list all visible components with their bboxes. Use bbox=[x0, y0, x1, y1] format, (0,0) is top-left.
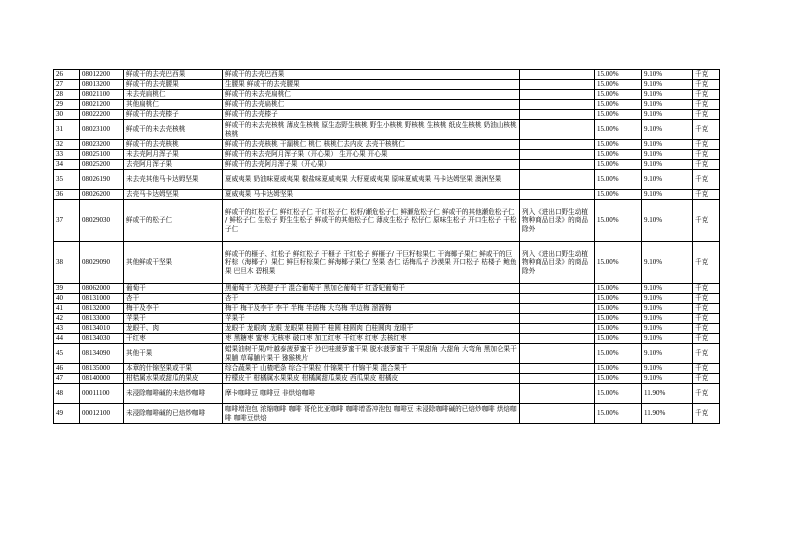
row-number: 45 bbox=[54, 344, 80, 364]
tariff-code: 08012200 bbox=[80, 70, 124, 80]
item-note bbox=[520, 110, 595, 120]
item-description: 鲜或干的去壳核桃 干漏桃仁 桃仁 核桃仁去内皮 去壳干核桃仁 bbox=[223, 140, 520, 150]
unit: 千克 bbox=[693, 334, 720, 344]
item-note bbox=[520, 150, 595, 160]
table-row bbox=[54, 344, 720, 364]
item-description: 黑葡萄干 无核提子干 混合葡萄干 黑加仑葡萄干 红香妃葡萄干 bbox=[223, 284, 520, 294]
row-number: 49 bbox=[54, 404, 80, 424]
item-note bbox=[520, 364, 595, 374]
item-description: 综合蔬果干 山楂吧条 综合干果粒 什锦果干 什锦干果 混合果干 bbox=[223, 364, 520, 374]
rate-2: 9.10% bbox=[642, 140, 693, 150]
tariff-code: 08134010 bbox=[80, 324, 124, 334]
table-row bbox=[54, 170, 720, 190]
item-description: 梅干 梅干及李干 李干 半梅 半话梅 大乌梅 半边梅 溜溜梅 bbox=[223, 304, 520, 314]
item-name: 鲜或干的去壳巴西果 bbox=[124, 70, 223, 80]
row-number: 39 bbox=[54, 284, 80, 294]
tariff-code: 08131000 bbox=[80, 294, 124, 304]
table-row bbox=[54, 160, 720, 170]
unit: 千克 bbox=[693, 344, 720, 364]
row-number: 38 bbox=[54, 242, 80, 284]
rate-2: 11.90% bbox=[642, 384, 693, 404]
row-number: 43 bbox=[54, 324, 80, 334]
item-description: 夏威夷果 马卡达姆坚果 bbox=[223, 190, 520, 200]
table-row bbox=[54, 90, 720, 100]
item-name: 鲜或干的松子仁 bbox=[124, 200, 223, 242]
row-number: 30 bbox=[54, 110, 80, 120]
item-name: 柑桔属水果或甜瓜的果皮 bbox=[124, 374, 223, 384]
unit: 千克 bbox=[693, 90, 720, 100]
rate-1: 15.00% bbox=[595, 404, 642, 424]
item-description: 鲜或干的去壳阿月浑子果（开心果） bbox=[223, 160, 520, 170]
rate-1: 15.00% bbox=[595, 294, 642, 304]
item-name: 未浸除咖啡碱的已焙炒咖啡 bbox=[124, 404, 223, 424]
table-row bbox=[54, 284, 720, 294]
item-description: 鲜或干的榧子、红松子 鲜红松子 干榧子 干红松子 鲜榧子/ 干巨籽棕果仁 干海椰子果仁 鲜或干的巨籽棕（海椰子）果仁 鲜巨籽棕果仁 鲜海椰子果仁/ 坚果 杏仁 话梅瓜子 沙漠果 开口松子 枯楼子 鲍鱼果 巴旦木 碧根果 bbox=[223, 242, 520, 284]
rate-2: 9.10% bbox=[642, 120, 693, 140]
unit: 千克 bbox=[693, 324, 720, 334]
rate-1: 15.00% bbox=[595, 384, 642, 404]
unit: 千克 bbox=[693, 170, 720, 190]
item-name: 鲜或干的未去壳核桃 bbox=[124, 120, 223, 140]
table-row bbox=[54, 70, 720, 80]
tariff-code: 08062000 bbox=[80, 284, 124, 294]
item-note bbox=[520, 294, 595, 304]
item-description: 杏干 bbox=[223, 294, 520, 304]
unit: 千克 bbox=[693, 284, 720, 294]
tariff-code: 08026190 bbox=[80, 170, 124, 190]
rate-2: 9.10% bbox=[642, 374, 693, 384]
row-number: 37 bbox=[54, 200, 80, 242]
tariff-code: 08025200 bbox=[80, 160, 124, 170]
rate-1: 15.00% bbox=[595, 314, 642, 324]
unit: 千克 bbox=[693, 384, 720, 404]
tariff-code: 00011100 bbox=[80, 384, 124, 404]
table-row bbox=[54, 110, 720, 120]
row-number: 34 bbox=[54, 160, 80, 170]
rate-1: 15.00% bbox=[595, 150, 642, 160]
tariff-code: 00012100 bbox=[80, 404, 124, 424]
rate-1: 15.00% bbox=[595, 284, 642, 294]
table-row bbox=[54, 140, 720, 150]
rate-2: 9.10% bbox=[642, 242, 693, 284]
table-row bbox=[54, 324, 720, 334]
unit: 千克 bbox=[693, 160, 720, 170]
row-number: 28 bbox=[54, 90, 80, 100]
row-number: 44 bbox=[54, 334, 80, 344]
item-name: 去壳马卡达姆坚果 bbox=[124, 190, 223, 200]
item-note bbox=[520, 344, 595, 364]
tariff-code: 08023200 bbox=[80, 140, 124, 150]
rate-1: 15.00% bbox=[595, 334, 642, 344]
rate-1: 15.00% bbox=[595, 100, 642, 110]
rate-2: 9.10% bbox=[642, 304, 693, 314]
item-name: 未去壳阿月浑子果 bbox=[124, 150, 223, 160]
item-note bbox=[520, 100, 595, 110]
tariff-code: 08140000 bbox=[80, 374, 124, 384]
item-description: 咖啡增泡包 浓缩咖啡 咖啡 哥伦比亚咖啡 咖啡增香冲泡包 咖啡豆 未浸除咖啡碱的已焙炒咖啡 烘焙咖啡 咖啡豆烘焙 bbox=[223, 404, 520, 424]
tariff-code: 08021200 bbox=[80, 100, 124, 110]
item-note bbox=[520, 190, 595, 200]
item-name: 鲜或干的去壳腰果 bbox=[124, 80, 223, 90]
item-name: 未去壳扁桃仁 bbox=[124, 90, 223, 100]
item-name: 杏干 bbox=[124, 294, 223, 304]
unit: 千克 bbox=[693, 200, 720, 242]
unit: 千克 bbox=[693, 70, 720, 80]
unit: 千克 bbox=[693, 304, 720, 314]
table-row bbox=[54, 404, 720, 424]
item-description: 鲜或干的去壳巴西果 bbox=[223, 70, 520, 80]
table-row bbox=[54, 374, 720, 384]
item-description: 鲜或干的去壳扁桃仁 bbox=[223, 100, 520, 110]
rate-2: 9.10% bbox=[642, 314, 693, 324]
rate-2: 9.10% bbox=[642, 100, 693, 110]
tariff-code: 08025100 bbox=[80, 150, 124, 160]
rate-1: 15.00% bbox=[595, 344, 642, 364]
row-number: 29 bbox=[54, 100, 80, 110]
item-name: 未去壳其他马卡达姆坚果 bbox=[124, 170, 223, 190]
rate-1: 15.00% bbox=[595, 242, 642, 284]
table-row bbox=[54, 314, 720, 324]
tariff-code: 08013200 bbox=[80, 80, 124, 90]
table-row bbox=[54, 150, 720, 160]
item-name: 去壳阿月浑子果 bbox=[124, 160, 223, 170]
row-number: 33 bbox=[54, 150, 80, 160]
unit: 千克 bbox=[693, 100, 720, 110]
rate-2: 9.10% bbox=[642, 344, 693, 364]
row-number: 27 bbox=[54, 80, 80, 90]
rate-2: 9.10% bbox=[642, 160, 693, 170]
item-note bbox=[520, 120, 595, 140]
tariff-code: 08026200 bbox=[80, 190, 124, 200]
tariff-code: 08022200 bbox=[80, 110, 124, 120]
tariff-code: 08029030 bbox=[80, 200, 124, 242]
row-number: 42 bbox=[54, 314, 80, 324]
rate-2: 9.10% bbox=[642, 200, 693, 242]
unit: 千克 bbox=[693, 140, 720, 150]
table-row bbox=[54, 242, 720, 284]
item-note bbox=[520, 384, 595, 404]
item-description: 鲜或干的未去壳扁桃仁 bbox=[223, 90, 520, 100]
item-description: 柠檬皮干 柑橘属水果果皮 柑橘属甜瓜果皮 西瓜果皮 柑橘皮 bbox=[223, 374, 520, 384]
row-number: 48 bbox=[54, 384, 80, 404]
item-description: 夏威夷果 奶油味夏威夷果 椒盐味夏威夷果 大籽夏威夷果 原味夏威夷果 马卡达姆坚果 澳洲坚果 bbox=[223, 170, 520, 190]
row-number: 47 bbox=[54, 374, 80, 384]
tariff-code: 08023100 bbox=[80, 120, 124, 140]
row-number: 41 bbox=[54, 304, 80, 314]
rate-2: 9.10% bbox=[642, 90, 693, 100]
rate-1: 15.00% bbox=[595, 160, 642, 170]
table-row bbox=[54, 294, 720, 304]
item-note bbox=[520, 170, 595, 190]
rate-2: 9.10% bbox=[642, 150, 693, 160]
table-row bbox=[54, 80, 720, 90]
rate-2: 11.90% bbox=[642, 404, 693, 424]
item-note bbox=[520, 70, 595, 80]
item-note bbox=[520, 334, 595, 344]
item-description: 鲜或干的去壳榛子 bbox=[223, 110, 520, 120]
rate-1: 15.00% bbox=[595, 170, 642, 190]
item-name: 鲜或干的去壳榛子 bbox=[124, 110, 223, 120]
item-note bbox=[520, 80, 595, 90]
rate-2: 9.10% bbox=[642, 70, 693, 80]
unit: 千克 bbox=[693, 242, 720, 284]
tariff-code: 08134090 bbox=[80, 344, 124, 364]
item-note bbox=[520, 90, 595, 100]
rate-1: 15.00% bbox=[595, 70, 642, 80]
item-description: 龙眼干 龙眼肉 龙眼 龙眼果 桂圆干 桂圆 桂圆肉 白桂圆肉 龙眼干 bbox=[223, 324, 520, 334]
rate-1: 15.00% bbox=[595, 324, 642, 334]
rate-2: 9.10% bbox=[642, 334, 693, 344]
item-description: 鲜或干的未去壳阿月浑子果（开心果） 生开心果 开心果 bbox=[223, 150, 520, 160]
unit: 千克 bbox=[693, 374, 720, 384]
unit: 千克 bbox=[693, 364, 720, 374]
item-note bbox=[520, 374, 595, 384]
item-description: 鲜或干的红松子仁 鲜红松子仁 干红松子仁 松籽/瀬危松子仁 鲜瀬危松子仁 鲜或干的其他瀬危松子仁 / 鲜松子仁 生松子 野生生松子 鲜或干的其他松子仁 薄皮生松子 松仔仁 原味生松子 开口生松子 干松子仁 bbox=[223, 200, 520, 242]
unit: 千克 bbox=[693, 190, 720, 200]
table-row bbox=[54, 200, 720, 242]
row-number: 40 bbox=[54, 294, 80, 304]
row-number: 36 bbox=[54, 190, 80, 200]
item-description: 蜡果油树干果/叶越泰菠萝蜜干 沙巴哇菠萝蜜干果 脱水菠萝蜜干 干果甜角 大甜角 大弯角 黑加仑果干果脯 草莓脯片果干 猕猴桃片 bbox=[223, 344, 520, 364]
table-row bbox=[54, 334, 720, 344]
item-note bbox=[520, 404, 595, 424]
item-description: 鲜或干的未去壳核桃 薄皮生核桃 原生态野生核桃 野生小核桃 野核桃 生核桃 纸皮生核桃 奶油山核桃 核桃 bbox=[223, 120, 520, 140]
item-name: 葡萄干 bbox=[124, 284, 223, 294]
table-row bbox=[54, 364, 720, 374]
rate-2: 9.10% bbox=[642, 284, 693, 294]
rate-2: 9.10% bbox=[642, 190, 693, 200]
item-name: 鲜或干的去壳核桃 bbox=[124, 140, 223, 150]
rate-2: 9.10% bbox=[642, 294, 693, 304]
rate-1: 15.00% bbox=[595, 374, 642, 384]
item-name: 其他扁桃仁 bbox=[124, 100, 223, 110]
table-row bbox=[54, 190, 720, 200]
row-number: 35 bbox=[54, 170, 80, 190]
item-description: 摩卡咖啡豆 咖啡豆 非烘焙咖啡 bbox=[223, 384, 520, 404]
tariff-table bbox=[53, 69, 720, 424]
item-note bbox=[520, 160, 595, 170]
unit: 千克 bbox=[693, 110, 720, 120]
rate-2: 9.10% bbox=[642, 110, 693, 120]
rate-1: 15.00% bbox=[595, 80, 642, 90]
tariff-code: 08021100 bbox=[80, 90, 124, 100]
item-name: 本章的什锦坚果或干果 bbox=[124, 364, 223, 374]
unit: 千克 bbox=[693, 294, 720, 304]
table-row bbox=[54, 120, 720, 140]
item-name: 梅干及李干 bbox=[124, 304, 223, 314]
row-number: 31 bbox=[54, 120, 80, 140]
tariff-code: 08135000 bbox=[80, 364, 124, 374]
item-note bbox=[520, 140, 595, 150]
item-name: 龙眼干、肉 bbox=[124, 324, 223, 334]
rate-1: 15.00% bbox=[595, 304, 642, 314]
tariff-code: 08133000 bbox=[80, 314, 124, 324]
item-note bbox=[520, 304, 595, 314]
item-note bbox=[520, 314, 595, 324]
tariff-code: 08134030 bbox=[80, 334, 124, 344]
row-number: 26 bbox=[54, 70, 80, 80]
rate-1: 15.00% bbox=[595, 190, 642, 200]
rate-2: 9.10% bbox=[642, 170, 693, 190]
item-note: 列入《进出口野生动植物种商品目录》的商品除外 bbox=[520, 242, 595, 284]
rate-2: 9.10% bbox=[642, 324, 693, 334]
item-name: 其他干果 bbox=[124, 344, 223, 364]
rate-1: 15.00% bbox=[595, 364, 642, 374]
item-description: 枣 黑糖枣 蜜枣 无核枣 破口枣 加工红枣 干红枣 红枣 去核红枣 bbox=[223, 334, 520, 344]
row-number: 46 bbox=[54, 364, 80, 374]
row-number: 32 bbox=[54, 140, 80, 150]
rate-1: 15.00% bbox=[595, 200, 642, 242]
rate-1: 15.00% bbox=[595, 90, 642, 100]
tariff-code: 08132000 bbox=[80, 304, 124, 314]
table-row bbox=[54, 100, 720, 110]
item-name: 其他鲜或干坚果 bbox=[124, 242, 223, 284]
table-row bbox=[54, 384, 720, 404]
unit: 千克 bbox=[693, 314, 720, 324]
rate-1: 15.00% bbox=[595, 120, 642, 140]
item-name: 干红枣 bbox=[124, 334, 223, 344]
unit: 千克 bbox=[693, 80, 720, 90]
item-note bbox=[520, 284, 595, 294]
item-name: 苹果干 bbox=[124, 314, 223, 324]
item-name: 未浸除咖啡碱的未焙炒咖啡 bbox=[124, 384, 223, 404]
rate-1: 15.00% bbox=[595, 110, 642, 120]
unit: 千克 bbox=[693, 404, 720, 424]
table-row bbox=[54, 304, 720, 314]
unit: 千克 bbox=[693, 120, 720, 140]
item-note: 列入《进出口野生动植物种商品目录》的商品除外 bbox=[520, 200, 595, 242]
rate-1: 15.00% bbox=[595, 140, 642, 150]
rate-2: 9.10% bbox=[642, 364, 693, 374]
item-note bbox=[520, 324, 595, 334]
unit: 千克 bbox=[693, 150, 720, 160]
item-description: 苹果干 bbox=[223, 314, 520, 324]
tariff-code: 08029090 bbox=[80, 242, 124, 284]
rate-2: 9.10% bbox=[642, 80, 693, 90]
item-description: 生腰果 鲜或干的去壳腰果 bbox=[223, 80, 520, 90]
